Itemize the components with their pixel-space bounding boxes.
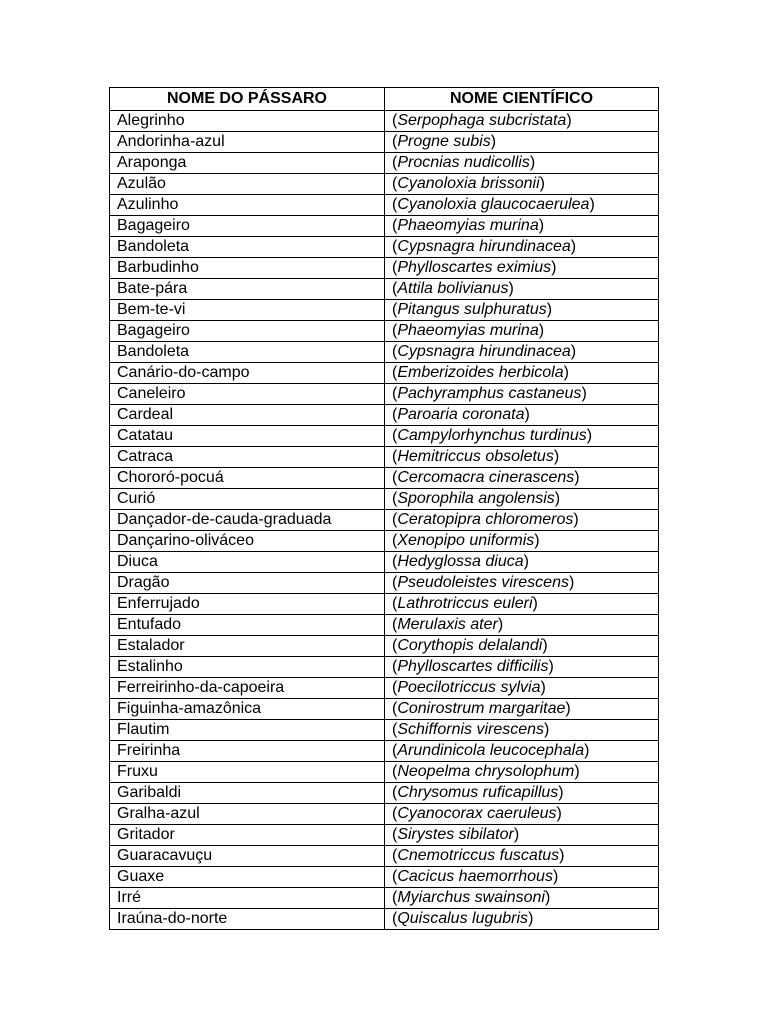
table-row	[110, 762, 659, 783]
common-name-cell: Caneleiro	[110, 384, 385, 405]
common-name-cell: Azulinho	[110, 195, 385, 216]
table-row	[110, 111, 659, 132]
scientific-name-text: Hedyglossa diuca	[397, 553, 524, 570]
scientific-name-text: Phaeomyias murina	[397, 217, 539, 234]
table-row	[110, 594, 659, 615]
scientific-name-text: Procnias nudicollis	[397, 154, 530, 171]
common-name-cell: Guaxe	[110, 867, 385, 888]
scientific-name-cell	[385, 237, 659, 258]
table-row	[110, 909, 659, 930]
close-parenthesis: )	[497, 616, 504, 633]
common-name-cell: Irré	[110, 888, 385, 909]
scientific-name-text: Cyanoloxia glaucocaerulea	[397, 196, 590, 213]
table-row	[110, 174, 659, 195]
common-name-cell: Bandoleta	[110, 342, 385, 363]
scientific-name-text: Myiarchus swainsoni	[397, 889, 545, 906]
scientific-name-text: Pitangus sulphuratus	[397, 301, 547, 318]
scientific-name-cell	[385, 111, 659, 132]
open-parenthesis: (	[392, 742, 398, 759]
close-parenthesis: )	[563, 364, 569, 381]
open-parenthesis: (	[392, 511, 398, 528]
scientific-name-text: Phylloscartes difficilis	[397, 658, 549, 675]
table-row	[110, 657, 659, 678]
common-name-cell: Bagageiro	[110, 216, 385, 237]
scientific-name-text: Cnemotriccus fuscatus	[397, 847, 560, 864]
scientific-name-cell	[385, 426, 659, 447]
scientific-name-cell	[385, 174, 659, 195]
close-parenthesis: )	[581, 385, 587, 402]
open-parenthesis: (	[392, 616, 398, 633]
scientific-name-text: Quiscalus lugubris	[397, 910, 529, 927]
close-parenthesis: )	[546, 301, 553, 318]
open-parenthesis: (	[392, 385, 398, 402]
open-parenthesis: (	[392, 784, 398, 801]
scientific-name-cell	[385, 447, 659, 468]
common-name-cell: Dançarino-oliváceo	[110, 531, 385, 552]
close-parenthesis: )	[544, 721, 550, 738]
common-name-cell: Estalador	[110, 636, 385, 657]
scientific-name-cell	[385, 510, 659, 531]
open-parenthesis: (	[392, 679, 398, 696]
scientific-name-cell	[385, 132, 659, 153]
close-parenthesis: )	[539, 175, 545, 192]
scientific-name-text: Chrysomus ruficapillus	[397, 784, 559, 801]
common-name-cell: Gralha-azul	[110, 804, 385, 825]
table-row	[110, 216, 659, 237]
common-name-cell: Catraca	[110, 447, 385, 468]
open-parenthesis: (	[392, 133, 398, 150]
scientific-name-cell	[385, 741, 659, 762]
scientific-name-cell	[385, 405, 659, 426]
open-parenthesis: (	[392, 196, 398, 213]
scientific-name-text: Pseudoleistes virescens	[397, 574, 569, 591]
scientific-name-cell	[385, 342, 659, 363]
table-row	[110, 195, 659, 216]
table-row	[110, 636, 659, 657]
close-parenthesis: )	[542, 637, 548, 654]
table-row	[110, 699, 659, 720]
open-parenthesis: (	[392, 322, 398, 339]
scientific-name-text: Hemitriccus obsoletus	[397, 448, 554, 465]
close-parenthesis: )	[586, 427, 593, 444]
scientific-name-text: Pachyramphus castaneus	[397, 385, 582, 402]
table-row	[110, 531, 659, 552]
scientific-name-cell	[385, 300, 659, 321]
scientific-name-cell	[385, 846, 659, 867]
common-name-cell: Bagageiro	[110, 321, 385, 342]
close-parenthesis: )	[570, 343, 577, 360]
open-parenthesis: (	[392, 532, 398, 549]
close-parenthesis: )	[559, 847, 565, 864]
scientific-name-cell	[385, 573, 659, 594]
common-name-cell: Diuca	[110, 552, 385, 573]
scientific-name-text: Arundinicola leucocephala	[397, 742, 585, 759]
common-name-cell: Iraúna-do-norte	[110, 909, 385, 930]
scientific-name-text: Paroaria coronata	[397, 406, 525, 423]
close-parenthesis: )	[523, 553, 529, 570]
close-parenthesis: )	[534, 532, 540, 549]
common-name-cell: Alegrinho	[110, 111, 385, 132]
scientific-name-cell	[385, 825, 659, 846]
open-parenthesis: (	[392, 112, 398, 129]
scientific-name-text: Sporophila angolensis	[397, 490, 555, 507]
open-parenthesis: (	[392, 763, 398, 780]
scientific-name-cell	[385, 804, 659, 825]
close-parenthesis: )	[540, 679, 546, 696]
table-row	[110, 405, 659, 426]
table-row	[110, 258, 659, 279]
close-parenthesis: )	[524, 406, 530, 423]
open-parenthesis: (	[392, 364, 398, 381]
common-name-cell: Flautim	[110, 720, 385, 741]
close-parenthesis: )	[574, 763, 580, 780]
common-name-cell: Bandoleta	[110, 237, 385, 258]
close-parenthesis: )	[568, 574, 575, 591]
header-row	[110, 88, 659, 111]
close-parenthesis: )	[573, 511, 579, 528]
table-row	[110, 741, 659, 762]
open-parenthesis: (	[392, 658, 398, 675]
open-parenthesis: (	[392, 259, 398, 276]
common-name-cell: Entufado	[110, 615, 385, 636]
close-parenthesis: )	[552, 868, 559, 885]
scientific-name-text: Cacicus haemorrhous	[397, 868, 553, 885]
open-parenthesis: (	[392, 154, 398, 171]
open-parenthesis: (	[392, 280, 398, 297]
scientific-name-text: Xenopipo uniformis	[397, 532, 535, 549]
scientific-name-cell	[385, 636, 659, 657]
scientific-name-cell	[385, 678, 659, 699]
close-parenthesis: )	[556, 805, 562, 822]
close-parenthesis: )	[508, 280, 514, 297]
open-parenthesis: (	[392, 805, 398, 822]
scientific-name-cell	[385, 783, 659, 804]
open-parenthesis: (	[392, 553, 398, 570]
table-row	[110, 384, 659, 405]
close-parenthesis: )	[544, 889, 551, 906]
open-parenthesis: (	[392, 721, 398, 738]
open-parenthesis: (	[392, 406, 398, 423]
scientific-name-cell	[385, 258, 659, 279]
close-parenthesis: )	[538, 322, 545, 339]
scientific-name-text: Campylorhynchus turdinus	[397, 427, 587, 444]
close-parenthesis: )	[490, 133, 497, 150]
common-name-cell: Garibaldi	[110, 783, 385, 804]
scientific-name-cell	[385, 699, 659, 720]
common-name-cell: Gritador	[110, 825, 385, 846]
scientific-name-cell	[385, 762, 659, 783]
header-common-name: NOME DO PÁSSARO	[110, 88, 385, 111]
common-name-cell: Bem-te-vi	[110, 300, 385, 321]
open-parenthesis: (	[392, 889, 398, 906]
open-parenthesis: (	[392, 595, 398, 612]
scientific-name-cell	[385, 888, 659, 909]
scientific-name-text: Progne subis	[397, 133, 491, 150]
open-parenthesis: (	[392, 217, 398, 234]
scientific-name-text: Emberizoides herbicola	[397, 364, 564, 381]
common-name-cell: Chororó-pocuá	[110, 468, 385, 489]
close-parenthesis: )	[558, 784, 564, 801]
open-parenthesis: (	[392, 238, 398, 255]
scientific-name-text: Ceratopipra chloromeros	[397, 511, 574, 528]
common-name-cell: Ferreirinho-da-capoeira	[110, 678, 385, 699]
scientific-name-cell	[385, 489, 659, 510]
open-parenthesis: (	[392, 910, 398, 927]
table-row	[110, 867, 659, 888]
close-parenthesis: )	[548, 658, 554, 675]
open-parenthesis: (	[392, 175, 398, 192]
scientific-name-text: Conirostrum margaritae	[397, 700, 566, 717]
scientific-name-cell	[385, 363, 659, 384]
scientific-name-cell	[385, 531, 659, 552]
table-row	[110, 510, 659, 531]
table-row	[110, 363, 659, 384]
table-row	[110, 573, 659, 594]
open-parenthesis: (	[392, 469, 398, 486]
open-parenthesis: (	[392, 700, 398, 717]
table-row	[110, 783, 659, 804]
close-parenthesis: )	[566, 112, 572, 129]
scientific-name-text: Corythopis delalandi	[397, 637, 543, 654]
table-row	[110, 342, 659, 363]
open-parenthesis: (	[392, 847, 398, 864]
scientific-name-text: Merulaxis ater	[397, 616, 498, 633]
table-row	[110, 153, 659, 174]
scientific-name-cell	[385, 615, 659, 636]
close-parenthesis: )	[529, 154, 536, 171]
scientific-name-text: Cypsnagra hirundinacea	[397, 238, 571, 255]
scientific-name-text: Phylloscartes eximius	[397, 259, 552, 276]
open-parenthesis: (	[392, 427, 398, 444]
table-row	[110, 489, 659, 510]
scientific-name-cell	[385, 279, 659, 300]
scientific-name-cell	[385, 720, 659, 741]
common-name-cell: Araponga	[110, 153, 385, 174]
table-row	[110, 615, 659, 636]
scientific-name-text: Lathrotriccus euleri	[397, 595, 533, 612]
scientific-name-text: Attila bolivianus	[397, 280, 509, 297]
open-parenthesis: (	[392, 490, 398, 507]
common-name-cell: Dançador-de-cauda-graduada	[110, 510, 385, 531]
close-parenthesis: )	[574, 469, 580, 486]
close-parenthesis: )	[554, 490, 561, 507]
table-row	[110, 468, 659, 489]
common-name-cell: Azulão	[110, 174, 385, 195]
close-parenthesis: )	[553, 448, 560, 465]
table-row	[110, 846, 659, 867]
scientific-name-text: Cyanocorax caeruleus	[397, 805, 557, 822]
common-name-cell: Guaracavuçu	[110, 846, 385, 867]
table-row	[110, 888, 659, 909]
scientific-name-cell	[385, 657, 659, 678]
close-parenthesis: )	[551, 259, 557, 276]
scientific-name-text: Serpophaga subcristata	[397, 112, 567, 129]
close-parenthesis: )	[589, 196, 595, 213]
scientific-name-text: Cypsnagra hirundinacea	[397, 343, 571, 360]
scientific-name-text: Neopelma chrysolophum	[397, 763, 575, 780]
common-name-cell: Catatau	[110, 426, 385, 447]
table-row	[110, 447, 659, 468]
scientific-name-cell	[385, 909, 659, 930]
common-name-cell: Dragão	[110, 573, 385, 594]
table-row	[110, 300, 659, 321]
scientific-name-text: Sirystes sibilator	[397, 826, 514, 843]
scientific-name-cell	[385, 216, 659, 237]
common-name-cell: Barbudinho	[110, 258, 385, 279]
table-row	[110, 132, 659, 153]
scientific-name-text: Cyanoloxia brissonii	[397, 175, 540, 192]
scientific-name-cell	[385, 153, 659, 174]
close-parenthesis: )	[538, 217, 545, 234]
table-row	[110, 825, 659, 846]
table-row	[110, 321, 659, 342]
table-row	[110, 279, 659, 300]
common-name-cell: Cardeal	[110, 405, 385, 426]
common-name-cell: Enferrujado	[110, 594, 385, 615]
scientific-name-cell	[385, 195, 659, 216]
scientific-name-text: Poecilotriccus sylvia	[397, 679, 541, 696]
table-row	[110, 552, 659, 573]
common-name-cell: Freirinha	[110, 741, 385, 762]
open-parenthesis: (	[392, 343, 398, 360]
open-parenthesis: (	[392, 448, 398, 465]
table-body	[110, 111, 659, 930]
table-row	[110, 804, 659, 825]
open-parenthesis: (	[392, 301, 398, 318]
scientific-name-cell	[385, 468, 659, 489]
open-parenthesis: (	[392, 574, 398, 591]
common-name-cell: Andorinha-azul	[110, 132, 385, 153]
open-parenthesis: (	[392, 868, 398, 885]
scientific-name-cell	[385, 384, 659, 405]
scientific-name-cell	[385, 552, 659, 573]
open-parenthesis: (	[392, 826, 398, 843]
table-row	[110, 426, 659, 447]
table-row	[110, 237, 659, 258]
close-parenthesis: )	[528, 910, 534, 927]
open-parenthesis: (	[392, 637, 398, 654]
header-scientific-name: NOME CIENTÍFICO	[385, 88, 659, 111]
scientific-name-cell	[385, 321, 659, 342]
common-name-cell: Bate-pára	[110, 279, 385, 300]
common-name-cell: Figuinha-amazônica	[110, 699, 385, 720]
scientific-name-text: Schiffornis virescens	[397, 721, 545, 738]
close-parenthesis: )	[584, 742, 590, 759]
scientific-name-cell	[385, 594, 659, 615]
common-name-cell: Curió	[110, 489, 385, 510]
scientific-name-text: Phaeomyias murina	[397, 322, 539, 339]
scientific-name-text: Cercomacra cinerascens	[397, 469, 575, 486]
table-row	[110, 678, 659, 699]
common-name-cell: Estalinho	[110, 657, 385, 678]
common-name-cell: Canário-do-campo	[110, 363, 385, 384]
scientific-name-cell	[385, 867, 659, 888]
close-parenthesis: )	[565, 700, 571, 717]
close-parenthesis: )	[570, 238, 577, 255]
close-parenthesis: )	[532, 595, 538, 612]
close-parenthesis: )	[513, 826, 520, 843]
bird-names-table	[109, 87, 659, 930]
common-name-cell: Fruxu	[110, 762, 385, 783]
table-row	[110, 720, 659, 741]
